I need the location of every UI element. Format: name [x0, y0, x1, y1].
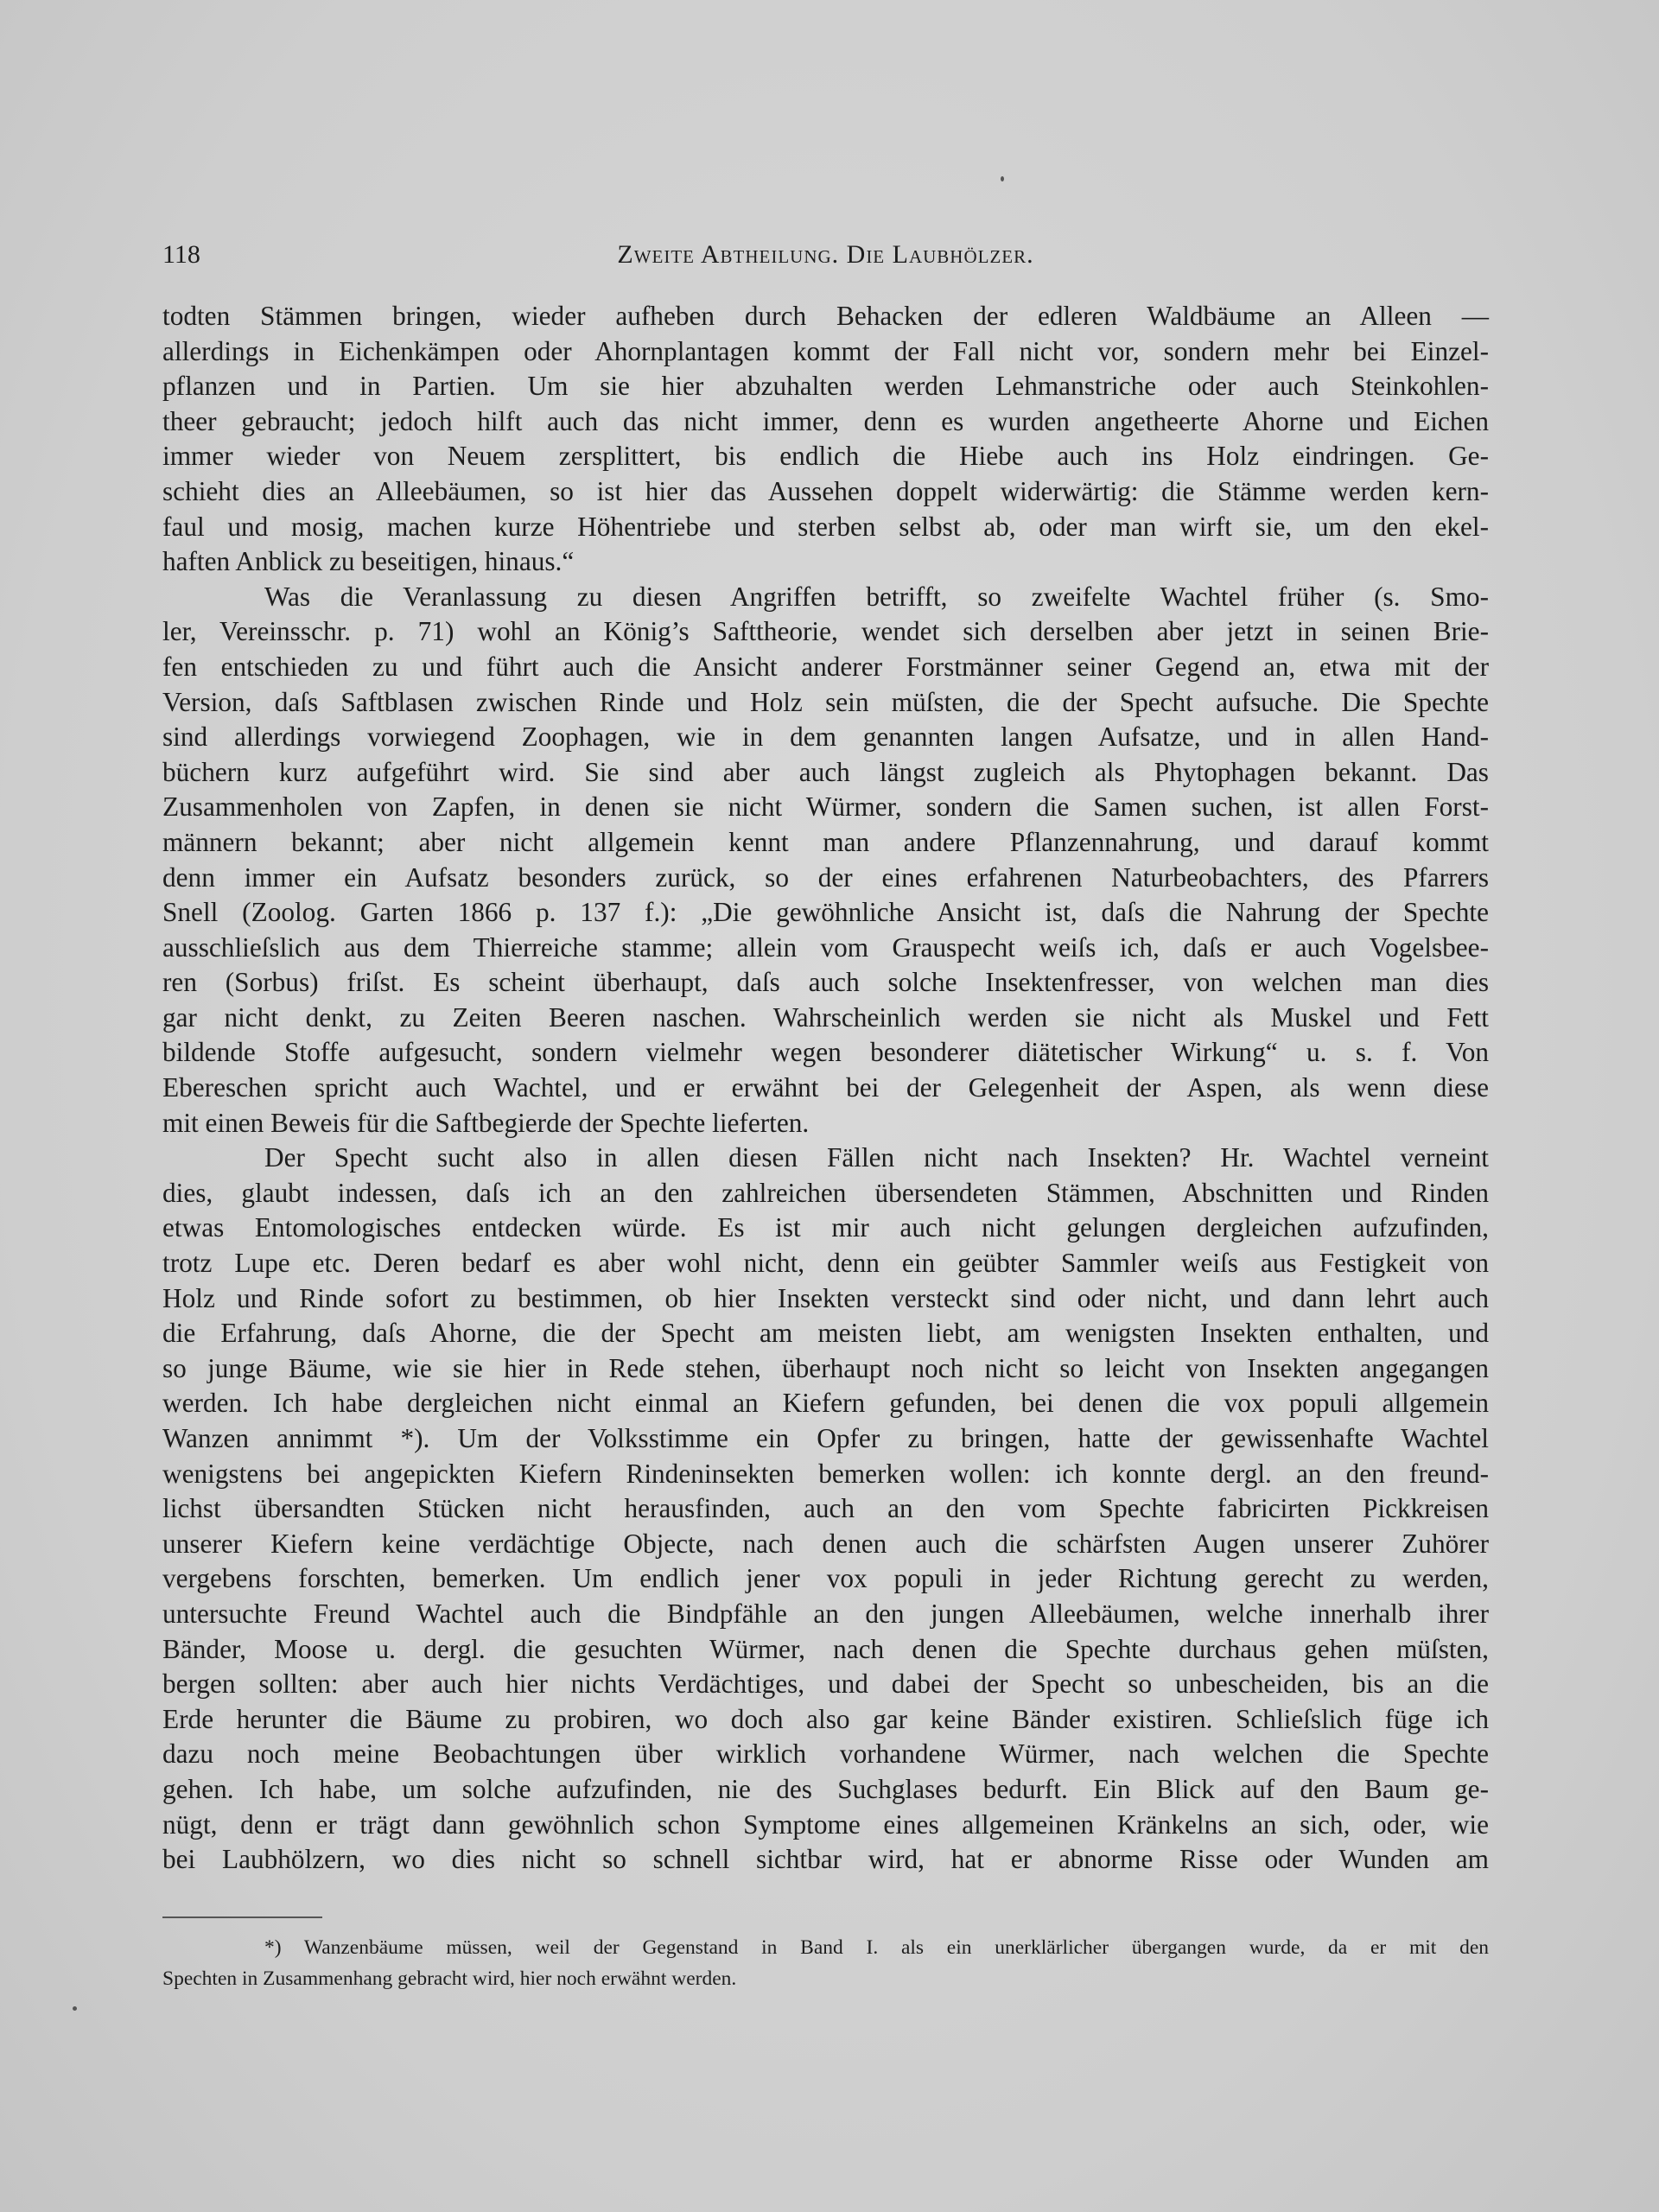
text-line: Version, daſs Saftblasen zwischen Rinde und Holz sein müſsten, die der Specht aufsuche. Die Spechte — [162, 686, 1489, 717]
text-line: Zusammenholen von Zapfen, in denen sie nicht Würmer, sondern die Samen suchen, ist allen Forst- — [162, 791, 1489, 823]
text-line: Snell (Zoolog. Garten 1866 p. 137 f.): „Die gewöhnliche Ansicht ist, daſs die Nahrung der Spechte — [162, 897, 1489, 928]
running-head: Zweite Abtheilung. Die Laubhölzer. — [617, 240, 1034, 269]
dust-speck — [1001, 176, 1004, 181]
text-line: Bänder, Moose u. dergl. die gesuchten Würmer, nach denen die Spechte durchaus gehen müſsten, — [162, 1633, 1489, 1664]
text-line: immer wieder von Neuem zersplittert, bis endlich die Hiebe auch ins Holz eindringen. Ge- — [162, 441, 1489, 472]
text-line: lichst übersandten Stücken nicht herausfinden, auch an den vom Spechte fabricirten Pickkreisen — [162, 1493, 1489, 1524]
text-line: nügt, denn er trägt dann gewöhnlich schon Symptome eines allgemeinen Kränkelns an sich, oder, wie — [162, 1808, 1489, 1840]
footnote-line: *) Wanzenbäume müssen, weil der Gegenstand in Band I. als ein unerklärlicher übergangen wurde, da er mit den — [264, 1936, 1489, 1959]
text-line: bergen sollten: aber auch hier nichts Verdächtiges, und dabei der Specht so unbescheiden, bis an die — [162, 1669, 1489, 1700]
text-line: bildende Stoffe aufgesucht, sondern vielmehr wegen besonderer diätetischer Wirkung“ u. s. f. Von — [162, 1037, 1489, 1068]
text-line: etwas Entomologisches entdecken würde. Es ist mir auch nicht gelungen dergleichen aufzufinden, — [162, 1212, 1489, 1243]
footnote — [162, 1932, 1489, 1994]
text-line: vergebens forschten, bemerken. Um endlich jener vox populi in jeder Richtung gerecht zu werden, — [162, 1563, 1489, 1594]
text-line: trotz Lupe etc. Deren bedarf es aber wohl nicht, denn ein geübter Sammler weiſs aus Festigkeit von — [162, 1248, 1489, 1279]
text-line: ausschlieſslich aus dem Thierreiche stamme; allein vom Grauspecht weiſs ich, daſs er auch Vogelsbee- — [162, 931, 1489, 963]
text-line: theer gebraucht; jedoch hilft auch das nicht immer, denn es wurden angetheerte Ahorne und Eichen — [162, 405, 1489, 436]
text-line: allerdings in Eichenkämpen oder Ahornplantagen kommt der Fall nicht vor, sondern mehr bei Einzel- — [162, 335, 1489, 366]
text-line: fen entschieden zu und führt auch die Ansicht anderer Forstmänner seiner Gegend an, etwa mit der — [162, 651, 1489, 682]
page-header — [162, 240, 1489, 275]
text-line: faul und mosig, machen kurze Höhentriebe und sterben selbst ab, oder man wirft sie, um den ekel- — [162, 511, 1489, 542]
text-line: bei Laubhölzern, wo dies nicht so schnell sichtbar wird, hat er abnorme Risse oder Wunden am — [162, 1844, 1489, 1875]
text-line: sind allerdings vorwiegend Zoophagen, wie in dem genannten langen Aufsatze, und in allen Hand- — [162, 721, 1489, 753]
text-line: gehen. Ich habe, um solche aufzufinden, nie des Suchglases bedurft. Ein Blick auf den Baum ge- — [162, 1773, 1489, 1804]
text-line: Was die Veranlassung zu diesen Angriffen betrifft, so zweifelte Wachtel früher (s. Smo- — [264, 581, 1489, 612]
page-number: 118 — [162, 240, 200, 269]
text-line: pflanzen und in Partien. Um sie hier abzuhalten werden Lehmanstriche oder auch Steinkohlen- — [162, 371, 1489, 402]
text-line: gar nicht denkt, zu Zeiten Beeren naschen. Wahrscheinlich werden sie nicht als Muskel und Fett — [162, 1001, 1489, 1033]
text-line: dazu noch meine Beobachtungen über wirklich vorhandene Würmer, nach welchen die Spechte — [162, 1738, 1489, 1770]
text-line: so junge Bäume, wie sie hier in Rede stehen, überhaupt noch nicht so leicht von Insekten angegangen — [162, 1352, 1489, 1383]
text-line: wenigstens bei angepickten Kiefern Rindeninsekten bemerken wollen: ich konnte dergl. an den freund- — [162, 1458, 1489, 1489]
text-line: Erde herunter die Bäume zu probiren, wo doch also gar keine Bänder existiren. Schlieſslich füge ich — [162, 1703, 1489, 1734]
text-line: todten Stämmen bringen, wieder aufheben durch Behacken der edleren Waldbäume an Alleen — — [162, 301, 1489, 331]
text-line: büchern kurz aufgeführt wird. Sie sind aber auch längst zugleich als Phytophagen bekannt. Das — [162, 756, 1489, 787]
text-line: schieht dies an Alleebäumen, so ist hier das Aussehen doppelt widerwärtig: die Stämme werden kern- — [162, 475, 1489, 506]
text-line: werden. Ich habe dergleichen nicht einmal an Kiefern gefunden, bei denen die vox populi allgemein — [162, 1388, 1489, 1419]
text-line: haften Anblick zu beseitigen, hinaus.“ — [162, 546, 575, 577]
text-line: unserer Kiefern keine verdächtige Objecte, nach denen auch die schärfsten Augen unserer Zuhörer — [162, 1528, 1489, 1559]
text-line: untersuchte Freund Wachtel auch die Bindpfähle an den jungen Alleebäumen, welche innerhalb ihrer — [162, 1598, 1489, 1629]
text-line: die Erfahrung, daſs Ahorne, die der Specht am meisten liebt, am wenigsten Insekten enthalten, und — [162, 1318, 1489, 1349]
text-line: dies, glaubt indessen, daſs ich an den zahlreichen übersendeten Stämmen, Abschnitten und Rinden — [162, 1177, 1489, 1208]
text-line: Ebereschen spricht auch Wachtel, und er erwähnt bei der Gelegenheit der Aspen, als wenn diese — [162, 1072, 1489, 1103]
text-line: ler, Vereinsschr. p. 71) wohl an König’s Safttheorie, wendet sich derselben aber jetzt in seinen Brie- — [162, 616, 1489, 647]
text-line: Holz und Rinde sofort zu bestimmen, ob hier Insekten versteckt sind oder nicht, und dann lehrt auch — [162, 1282, 1489, 1313]
text-line: männern bekannt; aber nicht allgemein kennt man andere Pflanzennahrung, und darauf kommt — [162, 826, 1489, 857]
text-line: Wanzen annimmt *). Um der Volksstimme ein Opfer zu bringen, hatte der gewissenhafte Wachtel — [162, 1423, 1489, 1453]
dust-speck — [73, 2006, 77, 2011]
text-line: Der Specht sucht also in allen diesen Fällen nicht nach Insekten? Hr. Wachtel verneint — [264, 1142, 1489, 1173]
text-line: ren (Sorbus) friſst. Es scheint überhaupt, daſs auch solche Insektenfresser, von welchen man dies — [162, 967, 1489, 998]
footnote-rule — [162, 1916, 322, 1918]
text-line: denn immer ein Aufsatz besonders zurück, so der eines erfahrenen Naturbeobachters, des Pfarrers — [162, 861, 1489, 893]
text-line: mit einen Beweis für die Saftbegierde der Spechte lieferten. — [162, 1107, 810, 1138]
body-text — [162, 299, 1489, 1878]
footnote-line: Spechten in Zusammenhang gebracht wird, hier noch erwähnt werden. — [162, 1967, 737, 1990]
